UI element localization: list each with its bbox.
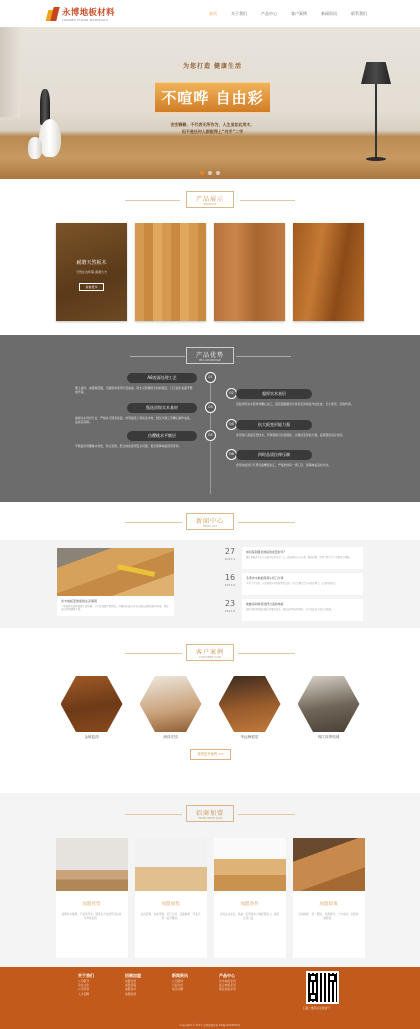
franchise-card[interactable]: 加盟条件 认同企业文化，具备一定资金实力和经营能力，拥有合适门店。 [214, 838, 286, 958]
advantage-label: 甄选顶级实木基材 [127, 403, 197, 413]
news-section-header [0, 502, 420, 540]
hero-headline: 不喧哗 自由彩 [155, 82, 269, 113]
more-cases-button[interactable]: 查看更多案例 >> [190, 749, 231, 760]
footer-link[interactable]: 复合地板系列 [219, 983, 236, 988]
news-section [0, 540, 420, 628]
footer-link[interactable]: 加盟政策 [125, 991, 137, 996]
site-header [0, 0, 420, 27]
clients-section [0, 628, 420, 793]
footer-link[interactable]: 加盟优势 [125, 979, 137, 983]
client-case[interactable]: 珠江四季悦城 [298, 676, 360, 740]
nav-home[interactable]: 首页 [209, 10, 217, 16]
nav-contact[interactable]: 联系我们 [351, 10, 367, 16]
footer-link[interactable]: 企业文化 [78, 983, 90, 988]
franchise-grid [0, 838, 420, 958]
news-featured-card[interactable] [57, 596, 174, 616]
advantage-text: 重视实木用材专业，严格执行国家标准，选用最佳上等优质木材，经过多道工序精心制作成品，品质有保障。 [75, 416, 193, 425]
advantage-number: 04 [226, 419, 237, 430]
footer-link[interactable]: 行业动态 [172, 983, 184, 988]
slider-dot[interactable] [200, 171, 204, 175]
products-section [0, 179, 420, 335]
hero-description: 安安静静，不代表无所作为，人生虽如此用木， 但不是任何人都配得上“对手”二字 [170, 122, 255, 134]
advantage-text: 表层选用实木原材料精心加工，高密度耐磨设计具有优异的抗冲击性能，长久使用，家族传承。 [236, 402, 354, 406]
product-card[interactable] [214, 223, 285, 321]
advantages-section [0, 335, 420, 502]
product-card[interactable] [135, 223, 206, 321]
advantage-number: 03 [205, 402, 216, 413]
footer-column: 产品中心 实木地板系列 复合地板系列 强化地板系列 [219, 973, 236, 992]
news-featured-text: 一般地板安装时需要注意防潮，并注意地面平整情况，正确的安装方式可以延长地板的使用寿命，保证室内环境健康美观。 [61, 605, 169, 612]
logo-mark-icon [47, 7, 59, 21]
nav-news[interactable]: 新闻资讯 [321, 10, 337, 16]
footer-link[interactable]: 实木地板系列 [219, 979, 236, 983]
footer-link[interactable]: 人才招聘 [78, 991, 90, 996]
news-item-title[interactable]: 冬季实木地板保养小窍门分享 [246, 576, 284, 580]
logo-title: 永博地板材料 [62, 7, 115, 18]
advantage-text: 选用进口高温定型技术，环保等级可达到国标，实现抗变形能力强、温度湿度适应性好。 [236, 433, 346, 437]
footer-link[interactable]: 强化地板系列 [219, 987, 236, 992]
franchise-section [0, 793, 420, 967]
advantage-text: 选用优质进口专用设备精密加工，严格把控每一道工序，保障地板品质出众。 [236, 463, 332, 467]
qr-label: 扫描二维码关注微信号 [303, 1006, 330, 1010]
section-title: 产品展示 PRODUCT [0, 191, 420, 208]
advantage-label: 超厚实木表层 [236, 389, 312, 399]
advantage-label: 仿樱桃木平衡层 [127, 431, 197, 441]
advantage-label: 抗大板变形能力强 [236, 420, 312, 430]
advantage-text: 栗上漆作，被摆栽创服，冬路原单使用天然油漆，防水又防潮并长时间稳定，行云流水表面平整的外观。 [75, 386, 193, 395]
footer-link[interactable]: 加盟流程 [125, 983, 137, 988]
footer-column: 新闻资讯 公司新闻 行业动态 常见问题 [172, 973, 188, 992]
news-item-title[interactable]: 地暖房间如何选择合适的地板 [246, 602, 284, 606]
footer-link[interactable]: 常见问题 [172, 987, 184, 992]
hero-copy [140, 61, 285, 135]
news-item[interactable]: 16 2017-6 冬季实木地板保养小窍门分享 冬季空气干燥，实木地板容易出现开裂变形，日常需要注意室内湿度调节，定期打蜡保养。 [220, 573, 363, 595]
product-grid [0, 223, 420, 321]
small-vase [28, 137, 42, 159]
advantage-number: 05 [205, 430, 216, 441]
white-vase [39, 119, 61, 157]
footer-link[interactable]: 加盟条件 [125, 987, 137, 992]
product-desc: 天然生态环保·美观大方 [76, 270, 107, 274]
advantage-number: 06 [226, 449, 237, 460]
product-more-button[interactable]: 查看更多 [79, 283, 103, 291]
client-case-grid [0, 676, 420, 740]
section-title: 产品优势 PRO ADVANTAGE [0, 347, 420, 364]
news-item[interactable]: 27 2017-5 如何鉴别强化地板的质量好坏？ 强化地板近年来在家装中使用非常广泛，挑选时可以从外观、耐磨转数、环保等级等几个方面进行判断。 [220, 547, 363, 569]
advantage-label: A8表面处理工艺 [127, 373, 197, 383]
floor-lamp-icon [361, 62, 391, 84]
nav-products[interactable]: 产品中心 [261, 10, 277, 16]
copyright: Copyright © 2017 永博地板材料 ICP备12345678号 [179, 1024, 241, 1027]
section-title: 客户案例 CUSTOMER CASE [0, 644, 420, 661]
nav-cases[interactable]: 客户案例 [291, 10, 307, 16]
advantage-text: 平衡层选用樱桃木材质，防止变形，配合地热使用安全可靠，更好保障地板使用寿命。 [75, 444, 182, 448]
hero-subtitle: 为您打造 健康生活 [182, 63, 243, 70]
site-logo[interactable] [47, 6, 115, 22]
product-card[interactable] [293, 223, 364, 321]
advantage-number: 01 [205, 372, 216, 383]
hero-banner[interactable] [0, 27, 420, 179]
qr-code-icon [306, 971, 339, 1004]
footer-column: 关于我们 公司简介 企业文化 公司荣誉 人才招聘 [78, 973, 94, 996]
site-footer [0, 967, 420, 1029]
footer-column: 招商加盟 加盟优势 加盟流程 加盟条件 加盟政策 [125, 973, 141, 996]
client-case[interactable]: 金域蓝湾 [61, 676, 123, 740]
product-title: 耐磨天然板木 [76, 260, 107, 266]
franchise-card[interactable]: 加盟优势 品牌实力雄厚，产品线齐全，提供全方位的开店扶持与市场支持。 [56, 838, 128, 958]
section-title: 新闻中心 NEWS LIST [0, 513, 420, 530]
franchise-card[interactable]: 加盟政策 区域保护、统一配送、免费培训、广告支持，全程协助经营。 [293, 838, 365, 958]
franchise-card[interactable]: 加盟流程 在线咨询、实地考察、签订合同、店面装修、开业运营一站式服务。 [135, 838, 207, 958]
news-featured-title[interactable]: 实木地板安装前的注意事项 [61, 599, 98, 603]
footer-link[interactable]: 公司荣誉 [78, 987, 90, 992]
section-title: 招商加盟 INVESTMENT JOIN [0, 805, 420, 822]
footer-link[interactable]: 公司简介 [78, 979, 90, 983]
slider-dot[interactable] [208, 171, 212, 175]
news-item-title[interactable]: 如何鉴别强化地板的质量好坏？ [246, 550, 287, 554]
slider-dots [0, 171, 420, 175]
client-case[interactable]: 润泽庄园 [140, 676, 202, 740]
logo-subtitle: YONGBO FLOOR MATERIALS [62, 17, 109, 22]
advantage-label: 四时品质拉伸压制 [236, 450, 312, 460]
product-card[interactable] [56, 223, 127, 321]
slider-dot[interactable] [216, 171, 220, 175]
advantage-number: 02 [226, 388, 237, 399]
wall-frame [0, 27, 20, 117]
footer-link[interactable]: 公司新闻 [172, 979, 184, 983]
main-nav [202, 11, 374, 17]
nav-about[interactable]: 关于我们 [231, 10, 247, 16]
news-item[interactable]: 23 2017-6 地暖房间如何选择合适的地板 地暖环境对地板的稳定性要求较高，建议选择导热性能好、尺寸稳定的多层实木地板。 [220, 599, 363, 621]
news-featured-image[interactable] [57, 548, 174, 596]
client-case[interactable]: 华远枫悦居 [219, 676, 281, 740]
